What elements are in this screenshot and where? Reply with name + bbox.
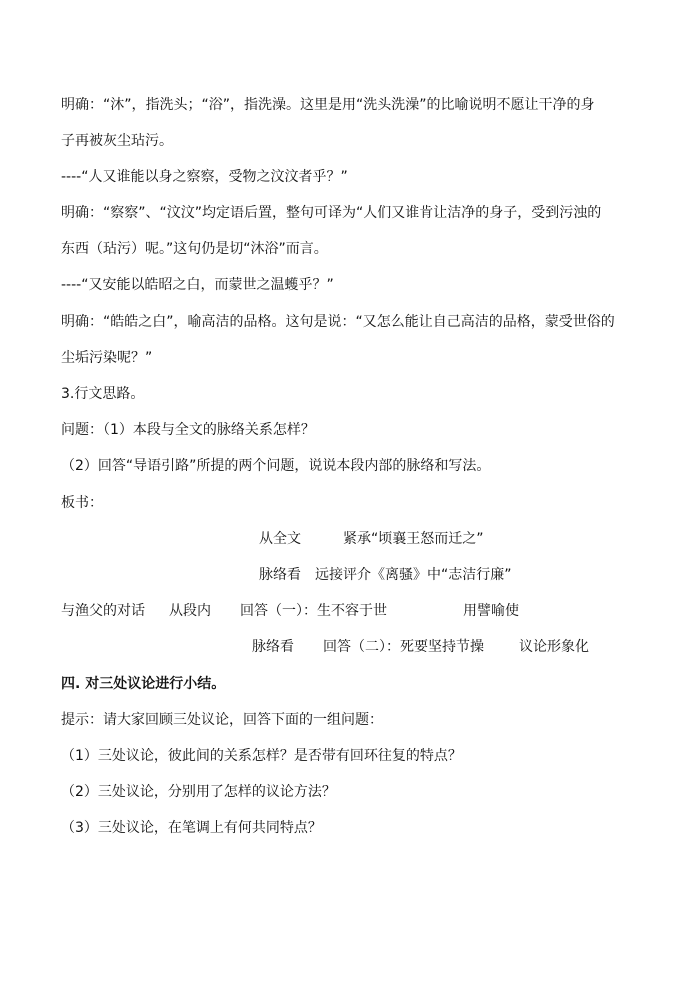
board-row-4-col-1: 脉络看 [252,639,294,655]
answer-1-line-1: 明确：“沐”，指洗头；“浴”，指洗澡。这里是用“洗头洗澡”的比喻说明不愿让干净的身 [61,97,595,113]
question-2: （2）回答“导语引路”所提的两个问题，说说本段内部的脉络和写法。 [61,458,491,474]
tip: 提示：请大家回顾三处议论，回答下面的一组问题： [61,712,383,728]
board-row-2-col-2: 远接评介《离骚》中“志洁行廉” [315,567,512,583]
board-row-4-col-3: 议论形象化 [519,639,589,655]
answer-2-line-2: 东西（玷污）呢。”这句仍是切“沐浴”而言。 [61,241,328,257]
board-row-1-col-1: 从全文 [259,531,301,547]
answer-3-line-1: 明确：“皓皓之白”，喻高洁的品格。这句是说：“又怎么能让自己高洁的品格，蒙受世俗的 [61,314,615,330]
board-label: 板书： [61,495,103,511]
answer-1-line-2: 子再被灰尘玷污。 [61,133,173,149]
tip-question-3: （3）三处议论，在笔调上有何共同特点？ [61,820,322,836]
board-row-3-col-2: 从段内 [169,603,211,619]
board-row-3-col-4: 用譬喻使 [463,603,519,619]
board-row-4-col-2: 回答（二）：死要坚持节操 [323,639,484,655]
section-4-heading: 四. 对三处议论进行小结。 [61,676,226,692]
section-3-heading: 3.行文思路。 [61,386,145,402]
board-row-3-col-3: 回答（一）：生不容于世 [240,603,387,619]
answer-2-line-1: 明确：“察察”、“汶汶”均定语后置，整句可译为“人们又谁肯让洁净的身子，受到污浊的 [61,205,602,221]
question-1: 问题：（1）本段与全文的脉络关系怎样？ [61,422,315,438]
tip-question-2: （2）三处议论，分别用了怎样的议论方法？ [61,784,336,800]
quote-2: ----“又安能以皓昭之白，而蒙世之温蠖乎？” [61,277,334,293]
tip-question-1: （1）三处议论，彼此间的关系怎样？是否带有回环往复的特点？ [61,748,462,764]
quote-1: ----“人又谁能以身之察察，受物之汶汶者乎？” [61,169,348,185]
board-row-3-col-1: 与渔父的对话 [61,603,145,619]
board-row-1-col-2: 紧承“顷襄王怒而迁之” [343,531,484,547]
board-row-2-col-1: 脉络看 [259,567,301,583]
answer-3-line-2: 尘垢污染呢？” [61,350,153,366]
